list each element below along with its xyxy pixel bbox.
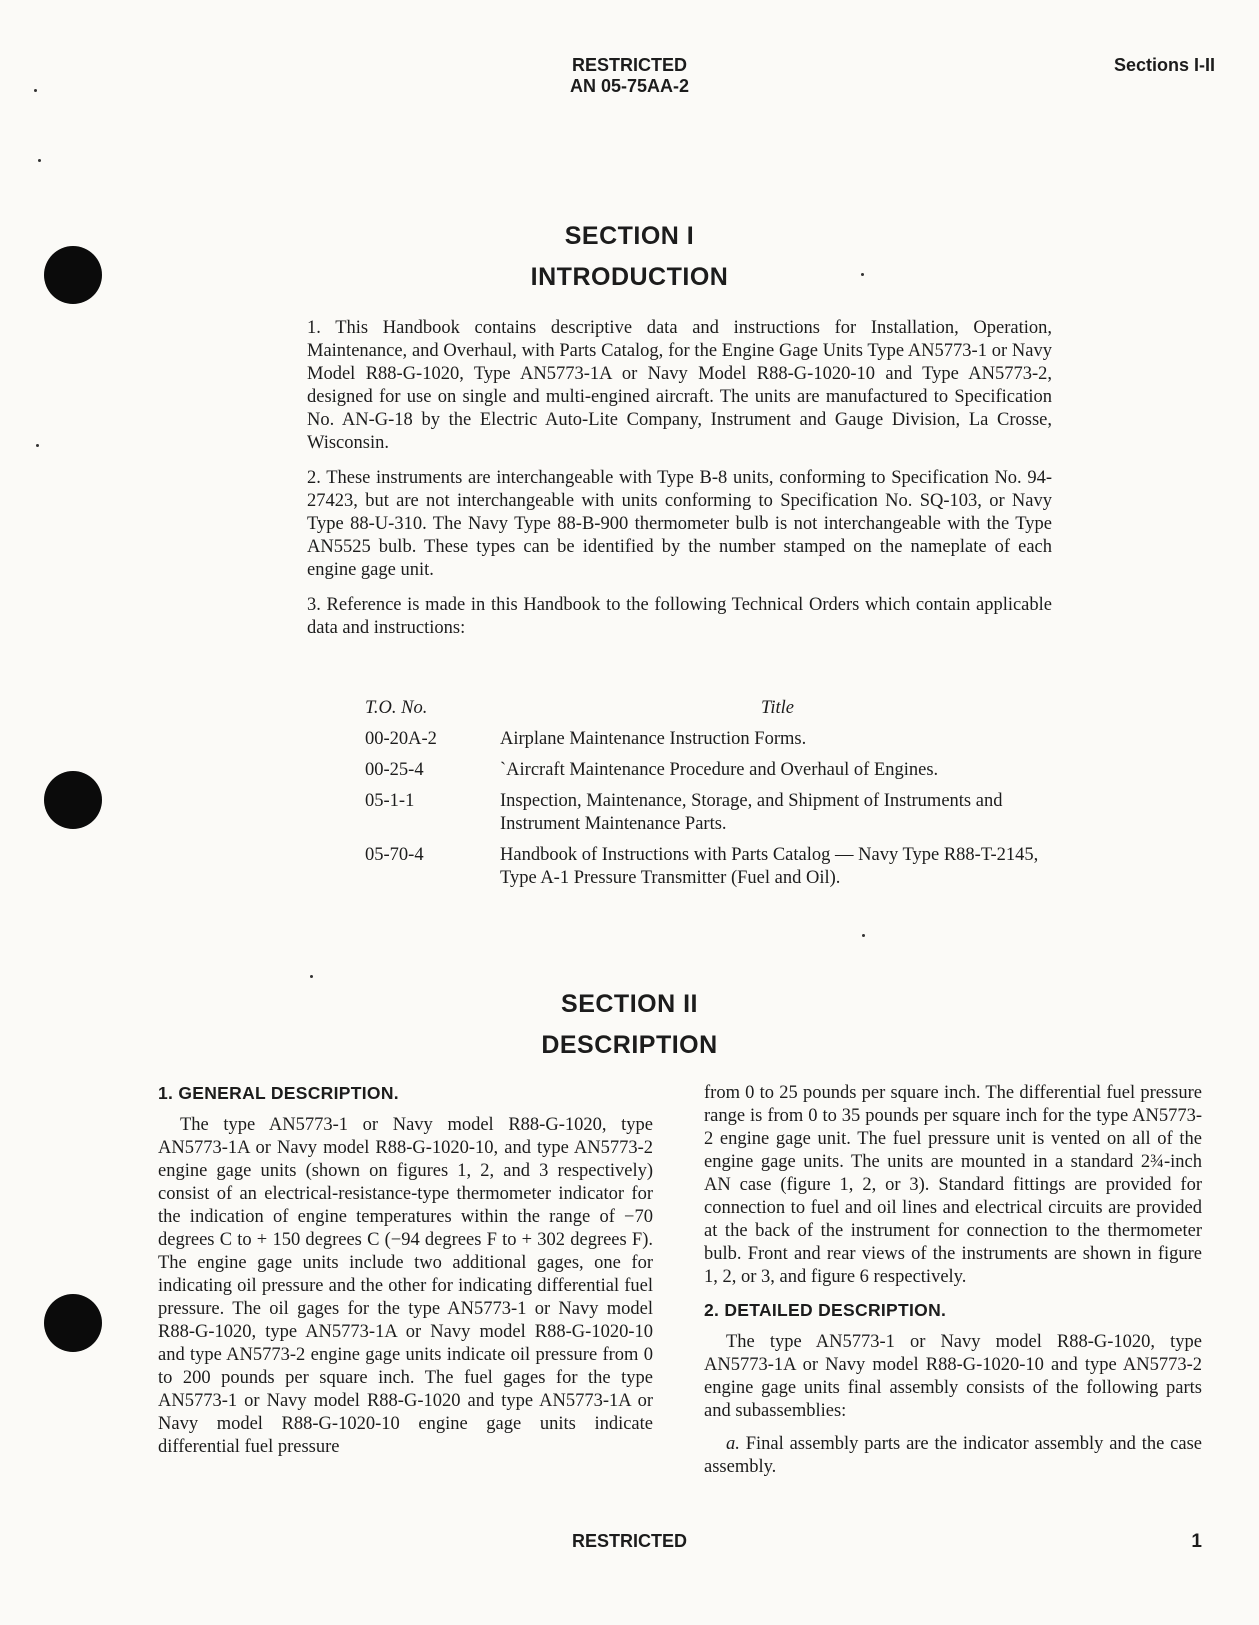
speck <box>862 934 865 937</box>
to-number: 00-25-4 <box>365 760 424 780</box>
table-row <box>365 844 1055 898</box>
right-column <box>704 1082 1202 1489</box>
to-title: Handbook of Instructions with Parts Catalog — Navy Type R88-T-2145, Type A-1 Pressure Transmitter (Fuel and Oil). <box>500 845 1039 888</box>
general-description-text: The type AN5773-1 or Navy model R88-G-1020, type AN5773-1A or Navy model R88-G-1020-10, and type AN5773-2 engine gage units (shown on figures 1, 2, and 3 respectively) consist of an electrical-resistance-type thermometer indicator for the indication of engine temperatures within the range of −70 degrees C to + 150 degrees C (−94 degrees F to + 302 degrees F). The engine gage units include two additional gages, one for indicating oil pressure and the other for indicating differential fuel pressure. The oil gages for the type AN5773-1 or Navy model R88-G-1020, type AN5773-1A or Navy model R88-G-1020-10 and type AN5773-2 engine gage units indicate oil pressure from 0 to 200 pounds per square inch. The fuel gages for the type AN5773-1 or Navy model R88-G-1020 and type AN5773-1A or Navy model R88-G-1020-10 engine gage units indicate differential fuel pressure <box>158 1115 653 1457</box>
header-sections: Sections I-II <box>1113 55 1215 75</box>
header-doc-number: AN 05-75AA-2 <box>569 76 690 96</box>
to-number: 05-70-4 <box>365 845 424 865</box>
left-column <box>158 1082 653 1469</box>
intro-paragraph-3: 3. Reference is made in this Handbook to the following Technical Orders which contain applicable data and instructions: <box>307 595 1052 638</box>
to-number: 00-20A-2 <box>365 729 437 749</box>
binder-hole <box>44 1294 102 1352</box>
speck <box>36 444 39 447</box>
footer-classification: RESTRICTED <box>571 1531 687 1551</box>
table-row <box>365 728 1055 759</box>
speck <box>38 159 41 162</box>
section1-heading: SECTION I <box>564 222 695 250</box>
column-header-to-no: T.O. No. <box>365 698 428 718</box>
detailed-description-heading: 2. DETAILED DESCRIPTION. <box>704 1300 947 1320</box>
intro-paragraph-2: 2. These instruments are interchangeable with Type B-8 units, conforming to Specification No. 94-27423, but are not interchangeable with units conforming to Specification No. SQ-103, or Navy Type 88-U-310. The Navy Type 88-B-900 thermometer bulb is not interchangeable with the Type AN5525 bulb. These types can be identified by the number stamped on the nameplate of each engine gage unit. <box>307 468 1052 580</box>
to-title: Inspection, Maintenance, Storage, and Shipment of Instruments and Instrument Maintenance Parts. <box>500 791 1003 834</box>
page-header <box>0 55 1259 97</box>
header-classification: RESTRICTED <box>571 55 687 75</box>
page-number: 1 <box>1191 1531 1202 1552</box>
table-row <box>365 759 1055 790</box>
column-header-title: Title <box>761 698 794 718</box>
to-title: `Aircraft Maintenance Procedure and Overhaul of Engines. <box>500 760 939 780</box>
section2-heading: SECTION II <box>561 990 698 1018</box>
item-text: Final assembly parts are the indicator assembly and the case assembly. <box>704 1434 1203 1477</box>
technical-orders-table <box>365 697 1055 898</box>
intro-body <box>307 317 1052 652</box>
to-number: 05-1-1 <box>365 791 415 811</box>
item-letter: a. <box>726 1434 740 1454</box>
detailed-description-text: The type AN5773-1 or Navy model R88-G-1020, type AN5773-1A or Navy model R88-G-1020-10 and type AN5773-2 engine gage units final assembly consists of the following parts and subassemblies: <box>704 1332 1202 1421</box>
intro-paragraph-1: 1. This Handbook contains descriptive data and instructions for Installation, Operation, Maintenance, and Overhaul, with Parts Catalog, for the Engine Gage Units Type AN5773-1 or Navy Model R88-G-1020, Type AN5773-1A or Navy Model R88-G-1020-10 and Type AN5773-2, designed for use on single and multi-engined aircraft. The units are manufactured to Specification No. AN-G-18 by the Electric Auto-Lite Company, Instrument and Gauge Division, La Crosse, Wisconsin. <box>307 318 1052 453</box>
speck <box>310 975 313 978</box>
list-item <box>704 1433 1202 1479</box>
general-description-heading: 1. GENERAL DESCRIPTION. <box>158 1083 399 1103</box>
section2-title: DESCRIPTION <box>541 1031 718 1059</box>
binder-hole <box>44 771 102 829</box>
section1-title: INTRODUCTION <box>530 263 729 291</box>
to-title: Airplane Maintenance Instruction Forms. <box>500 729 807 749</box>
general-description-continued: from 0 to 25 pounds per square inch. The differential fuel pressure range is from 0 to 35 pounds per square inch for the type AN5773-2 engine gage unit. The fuel pressure unit is vented on all of the engine gage units. The units are mounted in a standard 2¾-inch AN case (figure 1, 2, or 3). Standard fittings are provided for connection to fuel and oil lines and electrical circuits are provided at the back of the instrument for connection to the thermometer bulb. Front and rear views of the instruments are shown in figure 1, 2, or 3, and figure 6 respectively. <box>704 1083 1202 1287</box>
table-row <box>365 790 1055 844</box>
